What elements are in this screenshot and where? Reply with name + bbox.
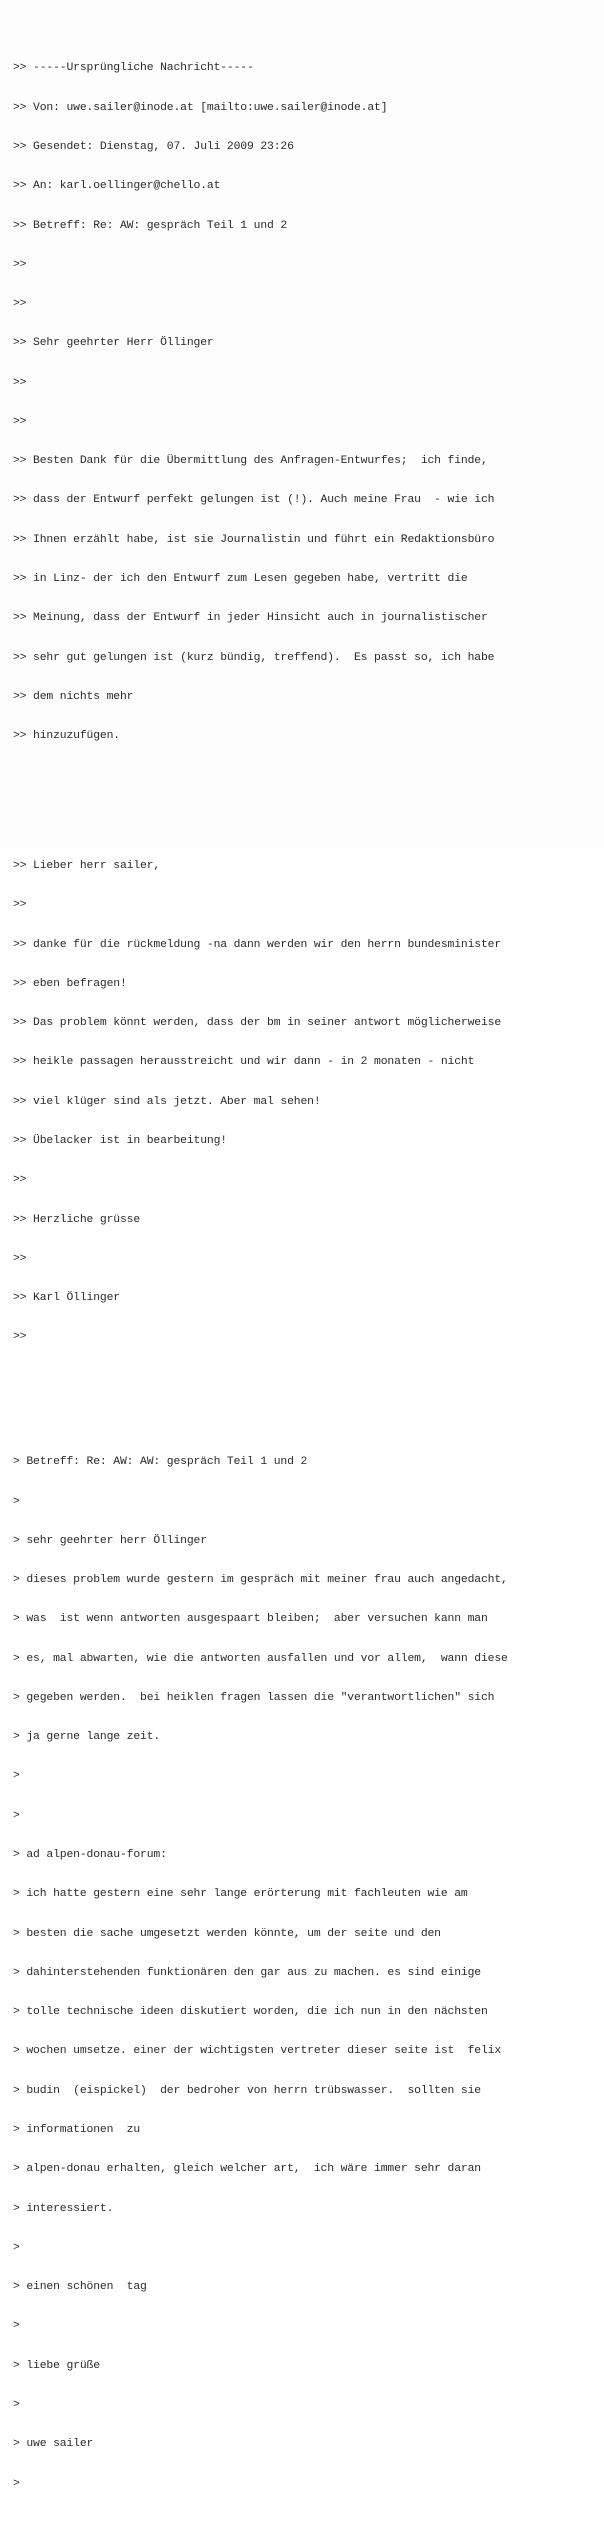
spacer <box>13 1397 598 1404</box>
blank-quote-line: > <box>13 1809 20 1822</box>
blank-quote-line: > <box>13 2241 20 2254</box>
blank-quote-line: > <box>13 2477 20 2490</box>
quoted-message-block <box>13 1430 598 2517</box>
blank-quote-line: >> <box>13 1252 27 1265</box>
reply-line: >> viel klüger sind als jetzt. Aber mal sehen! <box>13 1095 321 1108</box>
reply-line: >> eben befragen! <box>13 977 127 990</box>
quoted-line: > dahinterstehenden funktionären den gar aus zu machen. es sind einige <box>13 1966 481 1979</box>
quoted-line: > alpen-donau erhalten, gleich welcher art, ich wäre immer sehr daran <box>13 2163 481 2176</box>
blank-quote-line: > <box>13 1770 20 1783</box>
reply-salutation: >> Lieber herr sailer, <box>13 860 161 872</box>
quoted-line: > einen schönen tag <box>13 2281 147 2294</box>
quoted-line: > tolle technische ideen diskutiert worden, die ich nun in den nächsten <box>13 2006 488 2019</box>
quoted-line: > informationen zu <box>13 2124 141 2136</box>
blank-quote-line: > <box>13 2320 20 2333</box>
quoted-signature: > uwe sailer <box>13 2438 94 2451</box>
quoted-line: > ich hatte gestern eine sehr lange erörterung mit fachleuten wie am <box>13 1888 468 1901</box>
blank-quote-line: >> <box>13 1174 27 1187</box>
original-message-block <box>13 36 598 769</box>
quoted-line: > dieses problem wurde gestern im gespräch mit meiner frau auch angedacht, <box>13 1574 508 1587</box>
quoted-line: > besten die sache umgesetzt werden könnte, um der seite und den <box>13 1927 441 1940</box>
quoted-line: > was ist wenn antworten ausgespaart bleiben; aber versuchen kann man <box>13 1613 488 1626</box>
body-line: >> dem nichts mehr <box>13 690 134 703</box>
body-line: >> dass der Entwurf perfekt gelungen ist (!). Auch meine Frau - wie ich <box>13 494 495 507</box>
blank-quote-line: > <box>13 2398 20 2411</box>
quoted-line: > ad alpen-donau-forum: <box>13 1849 167 1862</box>
blank-quote-line: >> <box>13 415 27 428</box>
quoted-line: > gegeben werden. bei heiklen fragen lassen die "verantwortlichen" sich <box>13 1691 495 1704</box>
quoted-closing: > liebe grüße <box>13 2359 100 2372</box>
salutation-line: >> Sehr geehrter Herr Öllinger <box>13 337 214 350</box>
reply-closing: >> Herzliche grüsse <box>13 1213 141 1226</box>
email-text <box>13 10 598 2543</box>
quoted-salutation: > sehr geehrter herr Öllinger <box>13 1534 207 1547</box>
body-line: >> sehr gut gelungen ist (kurz bündig, treffend). Es passt so, ich habe <box>13 651 495 664</box>
body-line: >> hinzuzufügen. <box>13 730 120 743</box>
quoted-line: > budin (eispickel) der bedroher von herrn trübswasser. sollten sie <box>13 2084 481 2097</box>
blank-quote-line: >> <box>13 899 27 912</box>
reply-block <box>13 834 598 1371</box>
reply-signature: >> Karl Öllinger <box>13 1292 120 1305</box>
body-line: >> Ihnen erzählt habe, ist sie Journalistin und führt ein Redaktionsbüro <box>13 533 495 546</box>
body-line: >> Besten Dank für die Übermittlung des Anfragen-Entwurfes; ich finde, <box>13 455 488 468</box>
quoted-line: > wochen umsetze. einer der wichtigsten vertreter dieser seite ist felix <box>13 2045 502 2058</box>
quoted-subject-line: > Betreff: Re: AW: AW: gespräch Teil 1 und 2 <box>13 1456 308 1469</box>
blank-quote-line: > <box>13 1495 20 1508</box>
sent-line: >> Gesendet: Dienstag, 07. Juli 2009 23:26 <box>13 140 294 153</box>
from-line: >> Von: uwe.sailer@inode.at [mailto:uwe.sailer@inode.at] <box>13 101 388 114</box>
blank-quote-line: >> <box>13 298 27 311</box>
spacer <box>13 796 598 808</box>
blank-quote-line: >> <box>13 1331 27 1344</box>
reply-line: >> Das problem könnt werden, dass der bm in seiner antwort möglicherweise <box>13 1017 502 1030</box>
quoted-line: > es, mal abwarten, wie die antworten ausfallen und vor allem, wann diese <box>13 1652 508 1665</box>
body-line: >> Meinung, dass der Entwurf in jeder Hinsicht auch in journalistischer <box>13 612 488 625</box>
blank-quote-line: >> <box>13 258 27 271</box>
body-line: >> in Linz- der ich den Entwurf zum Lesen gegeben habe, vertritt die <box>13 573 468 586</box>
reply-line: >> heikle passagen herausstreicht und wir dann - in 2 monaten - nicht <box>13 1056 475 1069</box>
quoted-line: > ja gerne lange zeit. <box>13 1731 161 1744</box>
quoted-line: > interessiert. <box>13 2202 114 2215</box>
subject-line: >> Betreff: Re: AW: gespräch Teil 1 und 2 <box>13 219 288 232</box>
reply-line: >> Übelacker ist in bearbeitung! <box>13 1134 227 1147</box>
blank-quote-line: >> <box>13 376 27 389</box>
to-line: >> An: karl.oellinger@chello.at <box>13 180 221 193</box>
reply-line: >> danke für die rückmeldung -na dann werden wir den herrn bundesminister <box>13 938 502 951</box>
header-separator: >> -----Ursprüngliche Nachricht----- <box>13 62 254 75</box>
